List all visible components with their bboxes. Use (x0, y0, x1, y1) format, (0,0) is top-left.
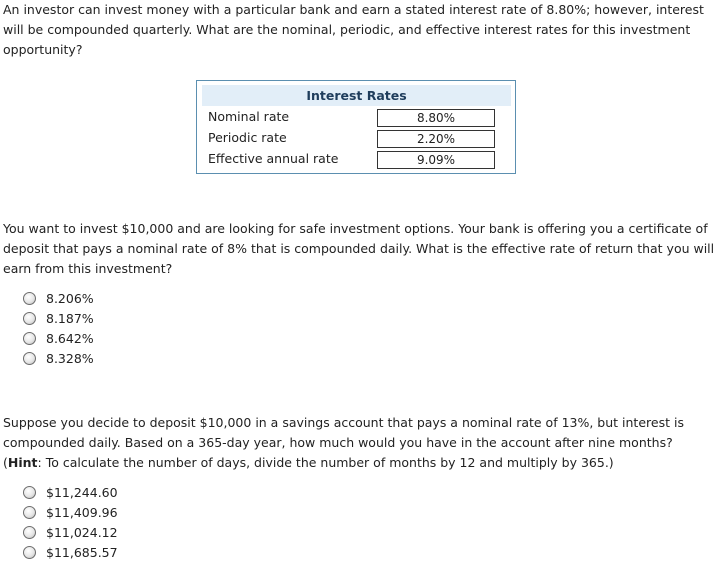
q3-option-2-label[interactable]: $11,409.96 (46, 505, 118, 520)
q2-option-1-label[interactable]: 8.206% (46, 291, 94, 306)
radio-button-icon[interactable] (23, 506, 36, 519)
interest-rates-table (196, 80, 516, 174)
radio-button-icon[interactable] (23, 332, 36, 345)
radio-button-icon[interactable] (23, 486, 36, 499)
hint-label: Hint (7, 455, 38, 470)
q2-option-3-label[interactable]: 8.642% (46, 331, 94, 346)
radio-button-icon[interactable] (23, 352, 36, 365)
radio-button-icon[interactable] (23, 312, 36, 325)
q2-option-4-label[interactable]: 8.328% (46, 351, 94, 366)
q3-option-3-label[interactable]: $11,024.12 (46, 525, 118, 540)
question-3-text-before: Suppose you decide to deposit $10,000 in a savings account that pays a nominal rate of 13%, but interest is compounded daily. Based on a 365-day year, how much would you have in the account after nine months? ( (3, 415, 684, 470)
nominal-rate-value[interactable]: 8.80% (377, 109, 495, 127)
q3-option-1-label[interactable]: $11,244.60 (46, 485, 118, 500)
question-3-text (3, 413, 715, 473)
effective-annual-rate-value[interactable]: 9.09% (377, 151, 495, 169)
periodic-rate-value[interactable]: 2.20% (377, 130, 495, 148)
question-3-text-after: : To calculate the number of days, divide the number of months by 12 and multiply by 365.) (37, 455, 614, 470)
radio-button-icon[interactable] (23, 546, 36, 559)
effective-annual-rate-label: Effective annual rate (208, 151, 339, 166)
nominal-rate-label: Nominal rate (208, 109, 290, 124)
q3-option-4-label[interactable]: $11,685.57 (46, 545, 118, 560)
radio-button-icon[interactable] (23, 526, 36, 539)
question-2-text: You want to invest $10,000 and are looking for safe investment options. Your bank is offering you a certificate of deposit that pays a nominal rate of 8% that is compounded daily. What is the effective rate of return that you will earn from this investment? (3, 221, 715, 276)
interest-rates-table-title: Interest Rates (202, 85, 511, 106)
question-1-text: An investor can invest money with a particular bank and earn a stated interest rate of 8.80%; however, interest will be compounded quarterly. What are the nominal, periodic, and effective interest rates for this investment opportunity? (3, 2, 704, 57)
periodic-rate-label: Periodic rate (208, 130, 287, 145)
radio-button-icon[interactable] (23, 292, 36, 305)
q2-option-2-label[interactable]: 8.187% (46, 311, 94, 326)
